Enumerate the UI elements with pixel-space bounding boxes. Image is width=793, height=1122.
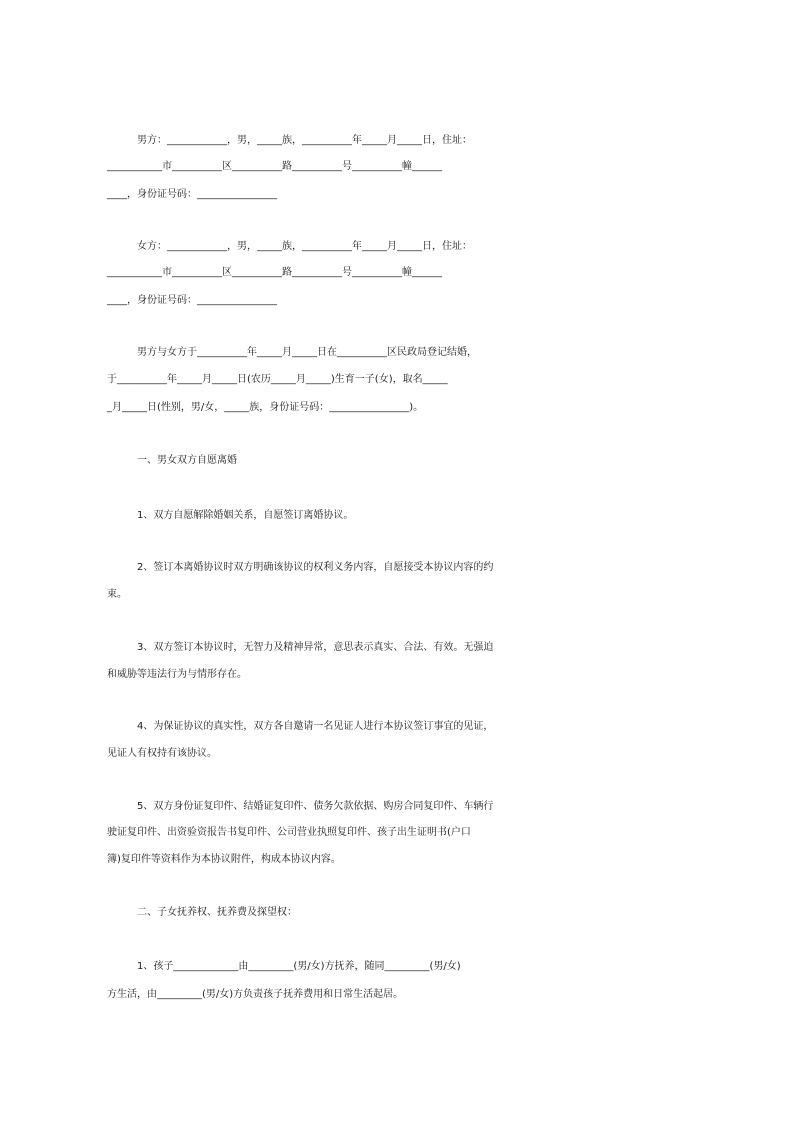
female-party-line-3: ____，身份证号码：________________ xyxy=(107,295,277,306)
section-1-item-2-line-1: 2、签订本离婚协议时双方明确该协议的权利义务内容，自愿接受本协议内容的约 xyxy=(137,562,494,573)
section-1-item-5-line-3: 簿)复印件等资料作为本协议附件，构成本协议内容。 xyxy=(107,854,341,865)
marriage-info-line-1: 男方与女方于__________年_____月_____日在__________区民政局登记结婚， xyxy=(137,347,477,358)
section-1-item-5-line-2: 驶证复印件、出资验资报告书复印件、公司营业执照复印件、孩子出生证明书(户口 xyxy=(107,827,471,838)
female-party-line-2: ___________市__________区__________路__________号__________幢______ xyxy=(107,267,442,278)
section-1-item-4-line-1: 4、为保证协议的真实性，双方各自邀请一名见证人进行本协议签订事宜的见证， xyxy=(137,721,494,732)
section-2-heading: 二、子女抚养权、抚养费及探望权： xyxy=(137,907,297,918)
section-1-item-3-line-1: 3、双方签订本协议时，无智力及精神异常，意思表示真实、合法、有效。无强迫 xyxy=(137,642,494,653)
section-1-item-4-line-2: 见证人有权持有该协议。 xyxy=(107,748,217,759)
section-1-heading: 一、男女双方自愿离婚 xyxy=(137,455,237,466)
marriage-info-line-3: _月_____日(性别，男/女，_____族，身份证号码：________________)。 xyxy=(107,402,424,413)
male-party-line-1: 男方：____________，男，_____族，__________年_____月_____日，住址： xyxy=(137,135,472,146)
male-party-line-3: ____，身份证号码：________________ xyxy=(107,189,277,200)
section-1-item-3-line-2: 和威胁等违法行为与情形存在。 xyxy=(107,669,247,680)
section-2-item-1-line-1: 1、孩子_____________由_________(男/女)方抚养，随同_________(男/女) xyxy=(137,961,461,972)
section-1-item-1: 1、双方自愿解除婚姻关系，自愿签订离婚协议。 xyxy=(137,510,354,521)
section-2-item-1-line-2: 方生活，由_________(男/女)方负责孩子抚养费用和日常生活起居。 xyxy=(107,989,404,1000)
marriage-info-line-2: 于__________年_____月_____日(农历_____月_____)生育一子(女)，取名_____ xyxy=(107,374,448,385)
section-1-item-2-line-2: 束。 xyxy=(107,589,127,600)
section-1-item-5-line-1: 5、双方身份证复印件、结婚证复印件、债务欠款依据、购房合同复印件、车辆行 xyxy=(137,801,494,812)
female-party-line-1: 女方：____________，男，_____族，__________年_____月_____日，住址： xyxy=(137,241,472,252)
male-party-line-2: ___________市__________区__________路__________号__________幢______ xyxy=(107,161,442,172)
